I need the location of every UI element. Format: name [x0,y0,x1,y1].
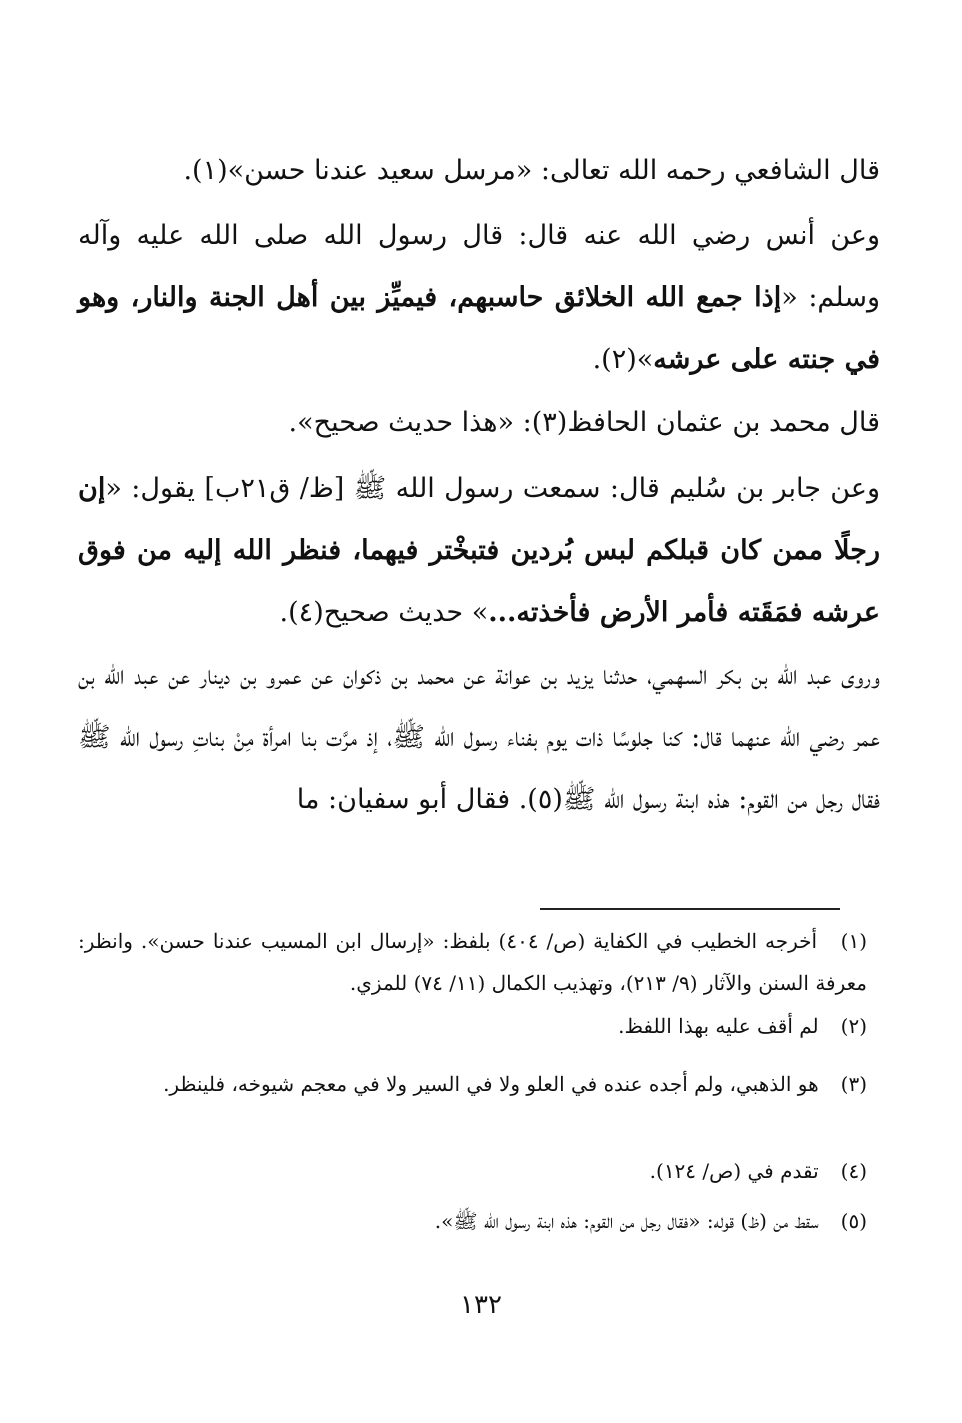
hadith-close: » حديث صحيح(٤). [279,597,489,628]
footnote-5 [78,1200,867,1242]
footnote-text: هو الذهبي، ولم أجده عنده في العلو ولا في السير ولا في معجم شيوخه، فلينظر. [163,1072,819,1096]
hadith-intro: وعن جابر بن سُليم قال: سمعت رسول الله ﷺ [ظ/ ق٢١ب] يقول: « [105,473,880,504]
footnote-3 [78,1063,867,1105]
footnote-separator [540,908,840,910]
hadith-close: »(٢). [592,344,654,375]
footnote-4 [78,1150,867,1192]
footnote-2 [78,1005,867,1047]
footnote-number: (٢) [840,1014,867,1038]
footnote-text: أخرجه الخطيب في الكفاية (ص/ ٤٠٤) بلفظ: «إرسال ابن المسيب عندنا حسن». وانظر: معرفة السنن والآثار (٩/ ٢١٣)، وتهذيب الكمال (١١/ ٧٤) للمزي. [78,929,867,995]
footnote-text: لم أقف عليه بهذا اللفظ. [618,1014,819,1038]
hadith-text-bold: إن رجلًا ممن كان قبلكم لبس بُردين فتبخْتر فيهما، فنظر الله إليه من فوق عرشه فمَقَته فأمر الأرض فأخذته... [78,473,880,628]
paragraph-jabir-hadith [78,458,880,644]
footnote-number: (٣) [840,1072,867,1096]
paragraph-ibn-umar: وروى عبد الله بن بكر السهمي، حدثنا يزيد بن عوانة عن محمد بن ذكوان عن عمرو بن دينار عن عبد الله بن عمر رضي الله عنهما قال: كنا جلوسًا ذات يوم بفناء رسول الله ﷺ، إذ مرَّت بنا امرأة مِنْ بناتِ رسول الله ﷺ فقال رجل من القوم: هذه ابنة رسول الله ﷺ(٥). فقال أبو سفيان: ما [78,660,880,815]
hadith-intro: وعن أنس رضي الله عنه قال: قال رسول الله صلى الله عليه وآله وسلم: « [78,220,880,313]
footnote-text: سقط من (ظ) قوله: «فقال رجل من القوم: هذه ابنة رسول الله ﷺ». [434,1209,819,1233]
footnote-number: (١) [840,929,868,953]
footnote-text: تقدم في (ص/ ١٢٤). [649,1159,819,1183]
hadith-text-bold: إذا جمع الله الخلائق حاسبهم، فيميِّز بين أهل الجنة والنار، وهو في جنته على عرشه [78,282,880,375]
footnote-number: (٥) [840,1209,867,1233]
footnote-number: (٤) [840,1159,867,1183]
paragraph-anas-hadith [78,205,880,391]
page-number: ١٣٢ [460,1290,502,1320]
paragraph-dhahabi: قال محمد بن عثمان الحافظ(٣): «هذا حديث صحيح». [288,407,880,438]
footnote-1 [78,920,867,1004]
paragraph-shafii: قال الشافعي رحمه الله تعالى: «مرسل سعيد عندنا حسن»(١). [183,155,880,186]
